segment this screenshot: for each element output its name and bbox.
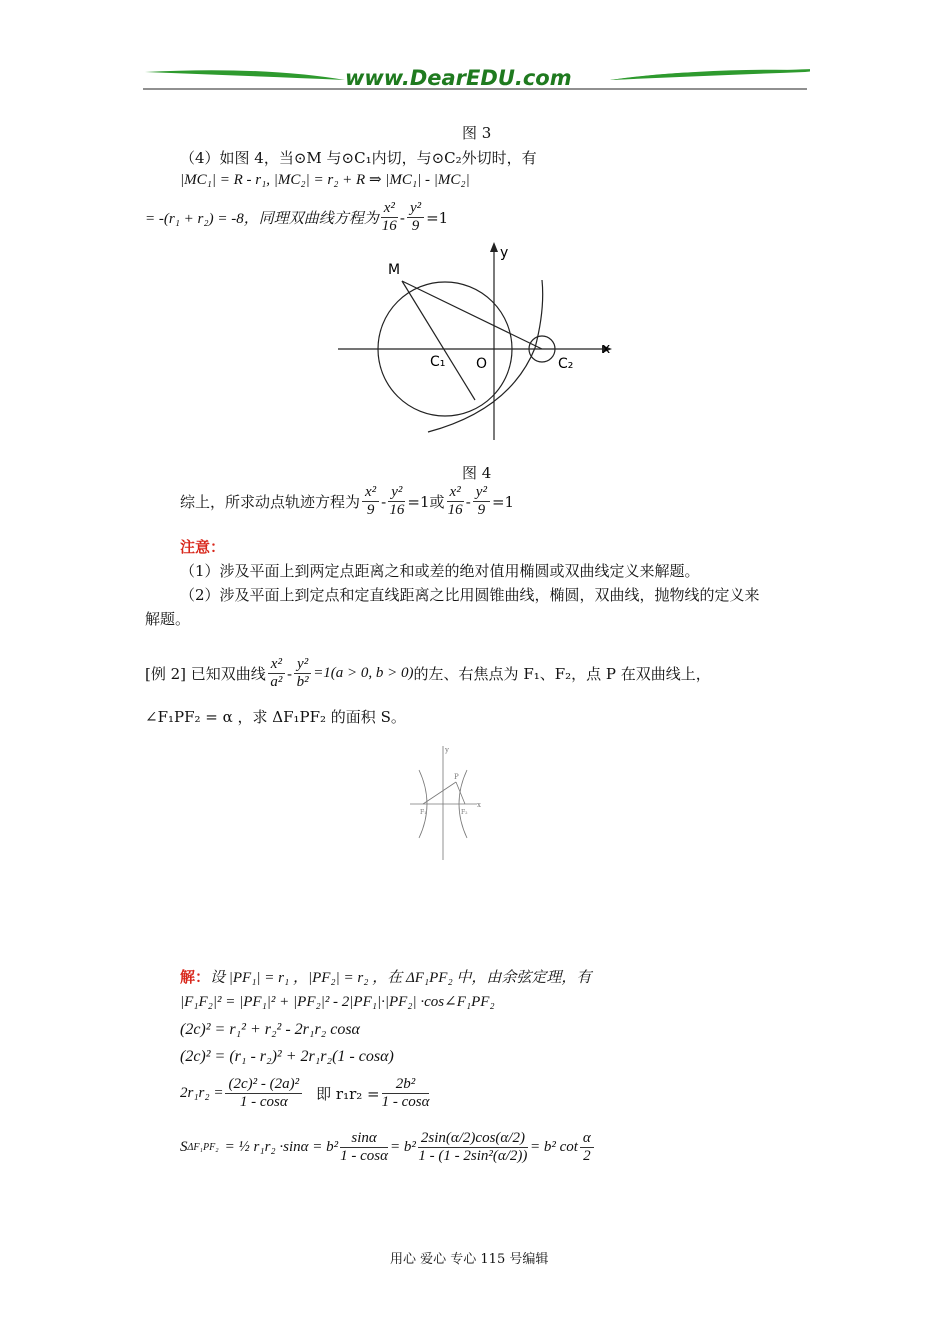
solution-line6-c: = b² cot <box>529 1139 578 1155</box>
case4-line: （4）如图 4，当⊙M 与⊙C₁内切，与⊙C₂外切时，有 <box>180 149 537 167</box>
summary-frac1: $\frac{\text{x²}}{9}$ <box>362 484 379 519</box>
fig4-label-c2: C₂ <box>558 356 574 372</box>
solution-line6-frac2: $\frac{2\sin(\alpha/2)\cos(\alpha/2)}{\text{1 - (1 - 2sin²(α/2))}}$ <box>418 1130 528 1164</box>
solution-line1 <box>180 966 591 987</box>
summary-rhs1: =1 <box>407 492 430 511</box>
summary-frac2: $\frac{\text{y²}}{16}$ <box>389 484 405 518</box>
summary-frac4: $\frac{\text{y²}}{9}$ <box>473 484 490 519</box>
summary-prefix: 综上，所求动点轨迹方程为 <box>180 493 361 511</box>
fig5-label-f1: F₁ <box>420 809 427 816</box>
solution-label: 解： <box>180 968 211 986</box>
solution-line2: |F₁F₂|² = |PF₁|² + |PF₂|² - 2|PF₁|·|PF₂| ·cos∠F₁PF₂ <box>180 994 495 1010</box>
solution-line1-text: 设 |PF₁| = r₁ ，|PF₂| = r₂ ，在 ΔF₁PF₂ 中，由余弦定理，有 <box>210 970 592 986</box>
case4-minus: - <box>399 208 405 227</box>
note-2b: 解题。 <box>145 610 191 628</box>
example2-line1: [例 2] 已知双曲线 $\frac{\text{x²}}{\text{a²}}$ - $\frac{\text{y²}}{\text{b²}}$ =1(a > 0, b > 0) 的左、右焦点为 F₁、F₂，点 P 在双曲线上， <box>145 656 711 690</box>
solution-line4: (2c)² = (r₁ - r₂)² + 2r₁r₂(1 - cosα) <box>180 1048 394 1065</box>
site-logo-text: www.DearEDU.com <box>345 66 572 90</box>
solution-line6-a: = ½ r₁r₂ ·sinα = b² <box>224 1139 339 1155</box>
solution-line6-sub: ΔF₁PF₂ <box>187 1142 219 1153</box>
example2-suffix: 的左、右焦点为 F₁、F₂，点 P 在双曲线上， <box>413 665 711 683</box>
solution-line6 <box>180 1130 596 1165</box>
solution-line5-frac2: $\frac{\text{2b²}}{1 - \cos\alpha}$ <box>381 1076 430 1110</box>
example2-frac-y: $\frac{\text{y²}}{\text{b²}}$ <box>294 656 311 691</box>
case4-formula2-prefix: = -(r₁ + r₂) = -8，同理双曲线方程为 <box>145 211 379 227</box>
case4-rhs: =1 <box>426 208 449 227</box>
fig4-label-y: y <box>500 245 509 261</box>
case4-frac-x: $\frac{\text{x²}}{16}$ <box>381 200 397 234</box>
solution-line5-mid: 即 r₁r₂ = <box>316 1085 380 1103</box>
case4-frac-y: $\frac{\text{y²}}{9}$ <box>407 200 424 235</box>
case4-formula1: |MC₁| = R - r₁, |MC₂| = r₂ + R ⇒ |MC₁| - |MC₂| <box>180 172 470 188</box>
example2-prefix: [例 2] 已知双曲线 <box>145 665 266 683</box>
fig4-label-m: M <box>388 262 401 278</box>
figure-5 <box>405 742 485 864</box>
solution-line6-s: S <box>180 1139 188 1155</box>
solution-line3: (2c)² = r₁² + r₂² - 2r₁r₂ cosα <box>180 1021 360 1038</box>
summary-frac3: $\frac{\text{x²}}{16}$ <box>447 484 463 518</box>
solution-line6-frac1: $\frac{\sin\alpha}{1 - \cos\alpha}$ <box>340 1130 389 1164</box>
summary-or: 或 <box>429 493 445 511</box>
solution-line5 <box>180 1076 431 1111</box>
summary-line: 综上，所求动点轨迹方程为 $\frac{\text{x²}}{9}$ - $\frac{\text{y²}}{16}$ =1 或 $\frac{\text{x²}}{16}$ - $\frac{\text{y²}}{9}$ =1 <box>180 484 515 518</box>
note-1: （1）涉及平面上到两定点距离之和或差的绝对值用椭圆或双曲线定义来解题。 <box>180 562 700 580</box>
fig4-caption: 图 4 <box>462 464 492 482</box>
fig4-label-c1: C₁ <box>430 354 446 370</box>
example2-cond: =1(a > 0, b > 0) <box>313 665 414 681</box>
solution-line6-b: = b² <box>390 1139 416 1155</box>
fig5-label-f2: F₂ <box>461 809 468 816</box>
case4-formula2 <box>145 200 448 235</box>
solution-line5-frac1: $\frac{\text{(2c)² - (2a)²}}{1 - \cos\alpha}$ <box>225 1076 302 1111</box>
fig5-label-p: P <box>454 773 459 781</box>
note-2a: （2）涉及平面上到定点和定直线距离之比用圆锥曲线，椭圆，双曲线，抛物线的定义来 <box>180 586 760 604</box>
fig5-label-y: y <box>445 746 449 754</box>
fig5-label-x: x <box>477 801 481 809</box>
note-title: 注意： <box>180 538 226 556</box>
summary-rhs2: =1 <box>491 492 515 511</box>
fig4-label-o: O <box>476 356 488 372</box>
footer: 用心 爱心 专心 115 号编辑 <box>390 1252 549 1267</box>
example2-line2: ∠F₁PF₂ = α ，求 ΔF₁PF₂ 的面积 S。 <box>145 708 406 726</box>
figure-4 <box>330 240 620 445</box>
fig3-caption: 图 3 <box>462 124 492 142</box>
solution-line6-frac3: $\frac{\alpha}{2}$ <box>580 1130 594 1165</box>
solution-line5-lhs: 2r₁r₂ = <box>180 1085 224 1101</box>
fig4-label-x: x <box>602 341 611 357</box>
example2-frac-x: $\frac{\text{x²}}{\text{a²}}$ <box>268 656 285 691</box>
